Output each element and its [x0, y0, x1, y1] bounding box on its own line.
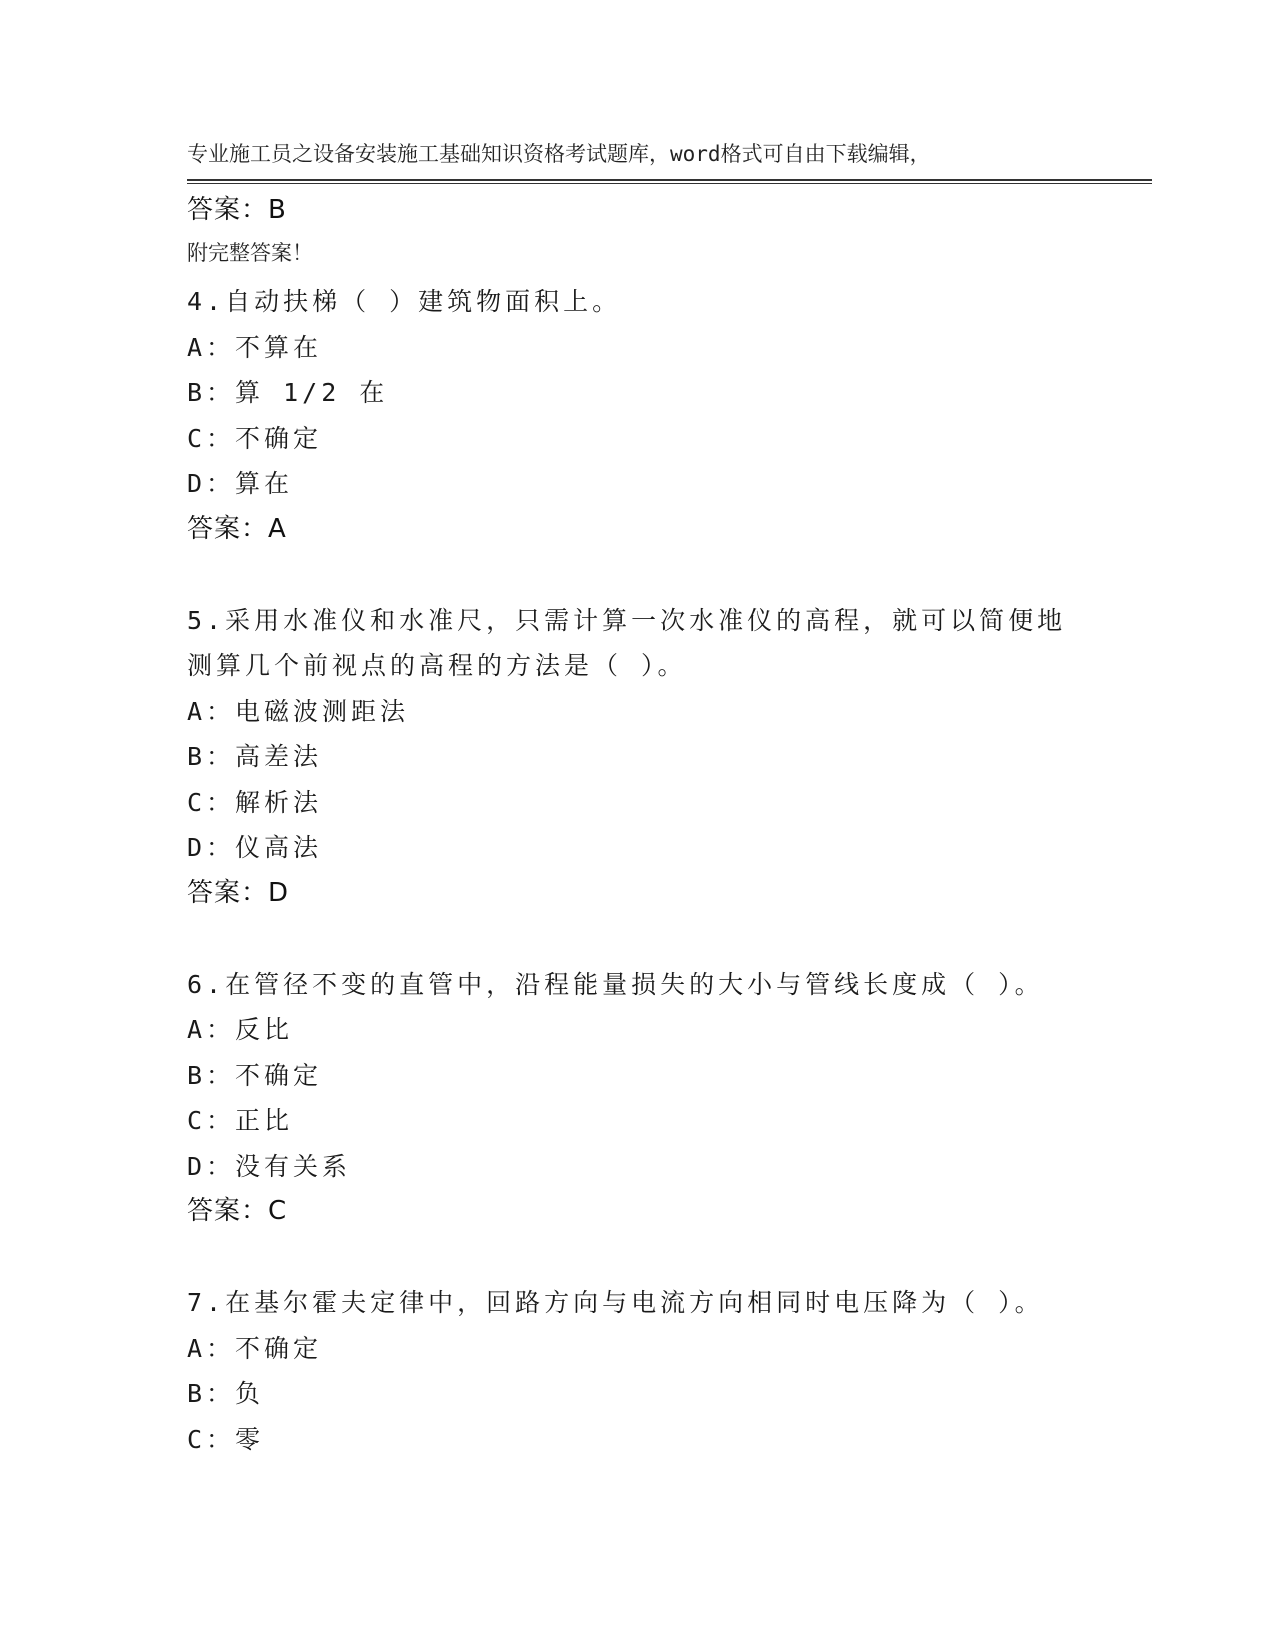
- document-page: [187, 0, 1152, 1650]
- option-c: C：解析法: [187, 787, 323, 817]
- question-text: 6.在管径不变的直管中，沿程能量损失的大小与管线长度成（ ）。: [187, 969, 1044, 999]
- header-divider: [187, 179, 1152, 184]
- question-block-4: [187, 279, 1152, 552]
- answer-block-3: [187, 188, 1152, 234]
- spacer: [187, 552, 1152, 598]
- answer-line: 答案：D: [187, 877, 290, 908]
- question-text: 4.自动扶梯（ ）建筑物面积上。: [187, 287, 622, 316]
- answer-line: 答案：C: [187, 1196, 288, 1226]
- option-b: B：不确定: [187, 1060, 323, 1090]
- option-b: B：高差法: [187, 742, 323, 771]
- option-d: D：算在: [187, 469, 294, 498]
- option-c: C：不确定: [187, 423, 323, 453]
- option-a: A：电磁波测距法: [187, 696, 410, 726]
- option-c: C：零: [187, 1424, 265, 1454]
- option-a: A：反比: [187, 1015, 294, 1044]
- option-a: A：不算在: [187, 332, 323, 362]
- spacer: [187, 916, 1152, 962]
- option-d: D：没有关系: [187, 1151, 352, 1181]
- header-line-2: 附完整答案！: [187, 241, 313, 265]
- question-list: [187, 188, 1152, 1462]
- spacer: [187, 234, 1152, 280]
- answer-line: 答案：B: [187, 195, 287, 225]
- option-b: B：负: [187, 1379, 265, 1408]
- option-b: B：算 1/2 在: [187, 378, 389, 407]
- question-block-6: [187, 962, 1152, 1235]
- header-line-1: 专业施工员之设备安装施工基础知识资格考试题库，word格式可自由下载编辑，: [187, 142, 931, 166]
- option-a: A：不确定: [187, 1333, 323, 1363]
- question-text: 7.在基尔霍夫定律中，回路方向与电流方向相同时电压降为（ ）。: [187, 1288, 1044, 1317]
- question-text: 5.采用水准仪和水准尺，只需计算一次水准仪的高程，就可以简便地: [187, 605, 1067, 635]
- option-d: D：仪高法: [187, 833, 323, 862]
- spacer: [187, 1235, 1152, 1281]
- option-c: C：正比: [187, 1106, 294, 1135]
- question-block-5: [187, 598, 1152, 917]
- answer-line: 答案：A: [187, 513, 287, 544]
- question-block-7: [187, 1280, 1152, 1462]
- question-text-continued: 测算几个前视点的高程的方法是（ ）。: [187, 651, 687, 680]
